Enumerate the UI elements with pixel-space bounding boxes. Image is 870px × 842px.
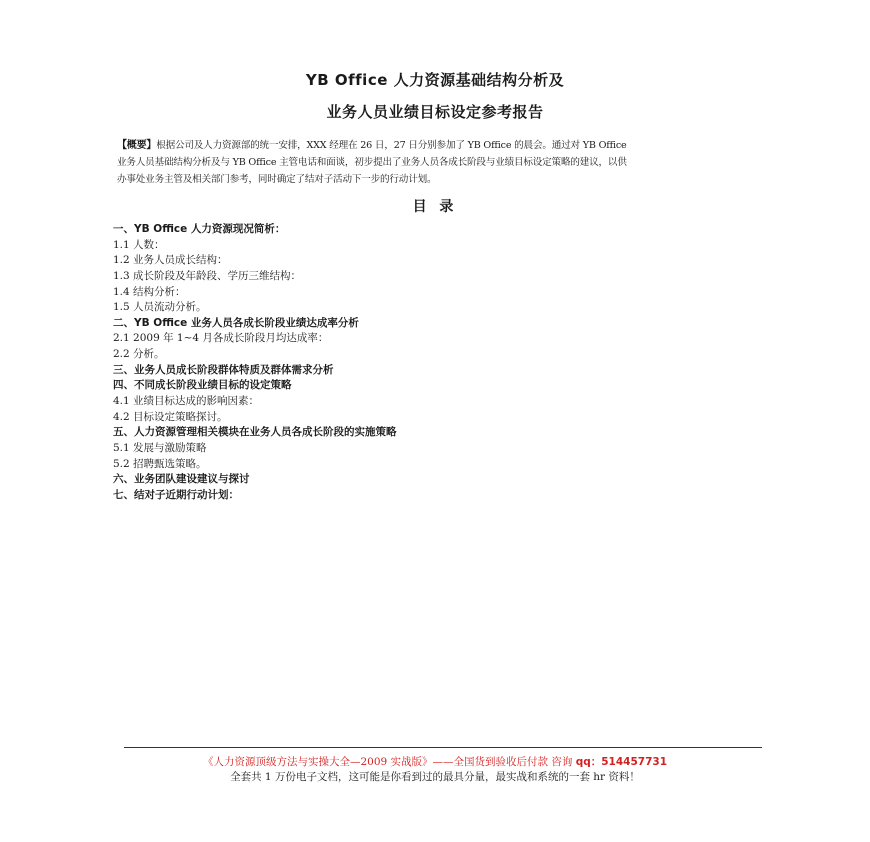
toc-subitem: 4.2 目标设定策略探讨。 [113, 410, 228, 423]
toc-heading: 六、业务团队建设建议与探讨 [113, 473, 250, 486]
toc-heading: 四、不同成长阶段业绩目标的设定策略 [113, 379, 292, 392]
toc-heading: 一、YB Office 人力资源现况简析： [113, 223, 286, 235]
toc-subitem: 5.1 发展与激励策略 [113, 441, 207, 454]
report-title-line2: 业务人员业绩目标设定参考报告 [326, 103, 544, 121]
toc-heading: 三、业务人员成长阶段群体特质及群体需求分析 [113, 363, 334, 376]
footer-note: 全套共 1 万份电子文档，这可能是你看到过的最具分量，最实战和系统的一套 hr 资料！ [230, 771, 640, 783]
footer-divider [124, 747, 762, 748]
footer-promo-text: 《人力资源顶级方法与实操大全—2009 实战版》——全国货到验收后付款 咨询 [202, 756, 576, 768]
footer-promo [0, 754, 870, 769]
toc-subitem: 1.1 人数： [113, 238, 165, 251]
abstract-line [117, 137, 765, 154]
toc-subitem: 2.1 2009 年 1~4 月各成长阶段月均达成率： [113, 332, 329, 345]
toc-heading: 二、YB Office 业务人员各成长阶段业绩达成率分析 [113, 316, 359, 329]
toc-subitem: 1.5 人员流动分析。 [113, 301, 207, 314]
toc-subitem: 1.4 结构分析： [113, 285, 186, 298]
toc-subitem: 1.3 成长阶段及年龄段、学历三维结构： [113, 269, 302, 282]
abstract-label: 【概要】 [117, 140, 157, 151]
toc-subitem: 5.2 招聘甄选策略。 [113, 457, 207, 470]
report-title-line1: YB Office 人力资源基础结构分析及 [305, 71, 565, 89]
toc-heading: 五、人力资源管理相关模块在业务人员各成长阶段的实施策略 [113, 426, 397, 439]
abstract-line: 业务人员基础结构分析及与 YB Office 主管电话和面谈，初步提出了业务人员各成长阶段与业绩目标设定策略的建议，以供 [117, 157, 627, 168]
table-of-contents [113, 222, 763, 504]
toc-heading: 七、结对子近期行动计划： [113, 488, 239, 501]
abstract [117, 137, 765, 188]
abstract-text: 根据公司及人力资源部的统一安排，XXX 经理在 26 日，27 日分别参加了 YB Office 的晨会。通过对 YB Office [156, 140, 627, 151]
toc-subitem: 2.2 分析。 [113, 348, 165, 361]
abstract-line: 办事处业务主管及相关部门参考，同时确定了结对子活动下一步的行动计划。 [117, 174, 437, 185]
toc-title: 目 录 [412, 199, 458, 215]
toc-subitem: 4.1 业绩目标达成的影响因素： [113, 395, 260, 408]
toc-subitem: 1.2 业务人员成长结构： [113, 254, 228, 267]
footer-qq: qq：514457731 [575, 756, 668, 768]
